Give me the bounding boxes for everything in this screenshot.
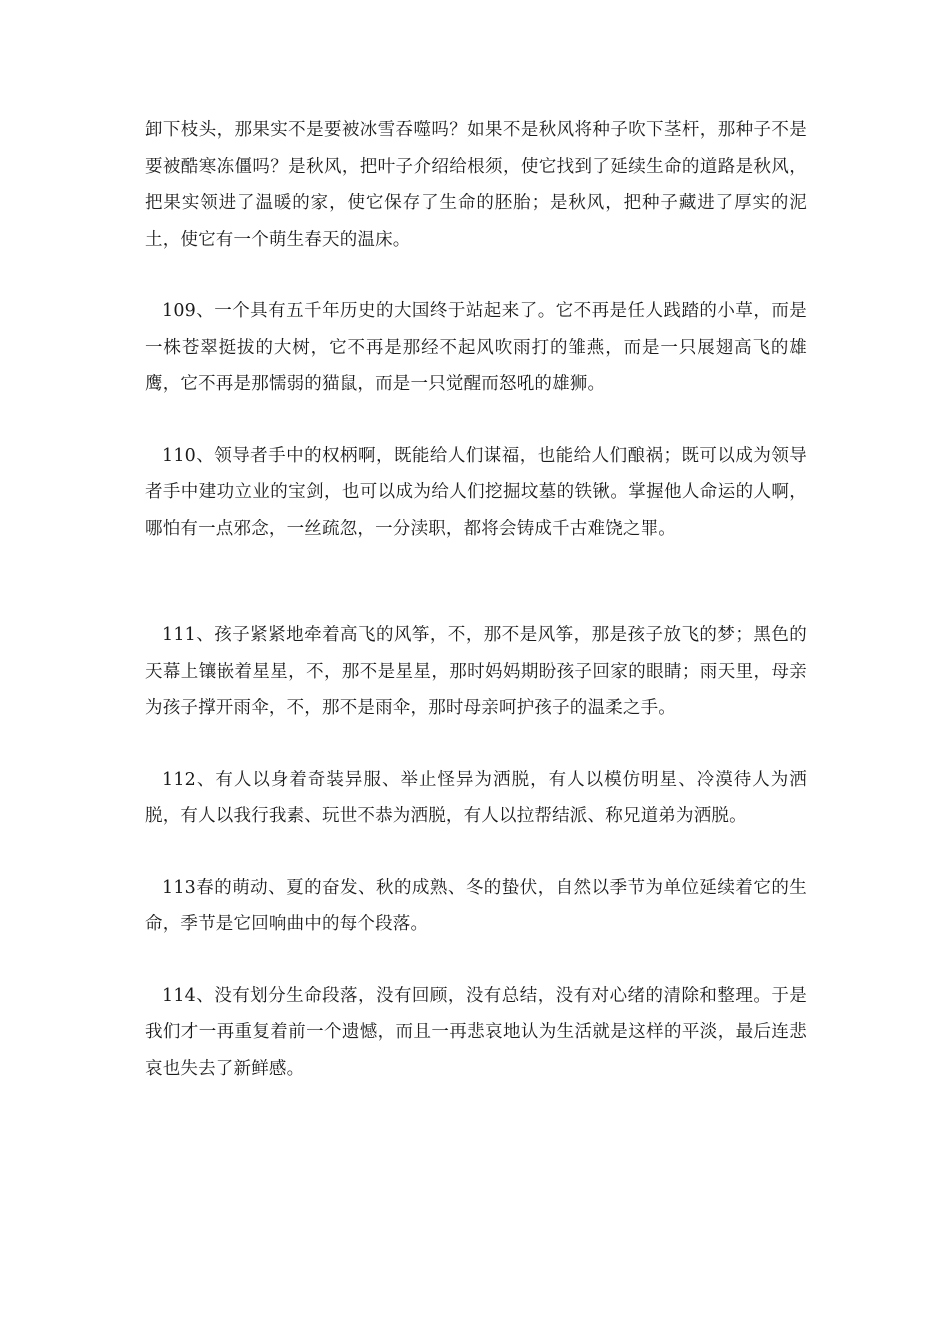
paragraph-112: 112、有人以身着奇装异服、举止怪异为洒脱，有人以模仿明星、冷漠待人为洒脱，有人以我行我素、玩世不恭为洒脱，有人以拉帮结派、称兄道弟为洒脱。 (145, 769, 807, 826)
paragraph-114: 114、没有划分生命段落，没有回顾，没有总结，没有对心绪的清除和整理。于是我们才一再重复着前一个遗憾，而且一再悲哀地认为生活就是这样的平淡，最后连悲哀也失去了新鲜感。 (145, 985, 807, 1079)
paragraph-continued: 卸下枝头，那果实不是要被冰雪吞噬吗？如果不是秋风将种子吹下茎杆，那种子不是要被酷寒冻僵吗？是秋风，把叶子介绍给根须，使它找到了延续生命的道路是秋风，把果实领进了温暖的家，使它保存了生命的胚胎；是秋风，把种子藏进了厚实的泥土，使它有一个萌生春天的温床。 (145, 120, 807, 250)
paragraph-110: 110、领导者手中的权柄啊，既能给人们谋福，也能给人们酿祸；既可以成为领导者手中建功立业的宝剑，也可以成为给人们挖掘坟墓的铁锹。掌握他人命运的人啊，哪怕有一点邪念，一丝疏忽，一分渎职，都将会铸成千古难饶之罪。 (145, 445, 807, 539)
paragraph-109: 109、一个具有五千年历史的大国终于站起来了。它不再是任人践踏的小草，而是一株苍翠挺拔的大树，它不再是那经不起风吹雨打的雏燕，而是一只展翅高飞的雄鹰，它不再是那懦弱的猫鼠，而是一只觉醒而怒吼的雄狮。 (145, 301, 807, 394)
paragraph-111: 111、孩子紧紧地牵着高飞的风筝，不，那不是风筝，那是孩子放飞的梦；黑色的天幕上镶嵌着星星，不，那不是星星，那时妈妈期盼孩子回家的眼睛；雨天里，母亲为孩子撑开雨伞，不，那不是雨伞，那时母亲呵护孩子的温柔之手。 (145, 625, 807, 718)
paragraph-113: 113春的萌动、夏的奋发、秋的成熟、冬的蛰伏，自然以季节为单位延续着它的生命，季节是它回响曲中的每个段落。 (145, 877, 807, 934)
document-page (145, 112, 807, 1087)
